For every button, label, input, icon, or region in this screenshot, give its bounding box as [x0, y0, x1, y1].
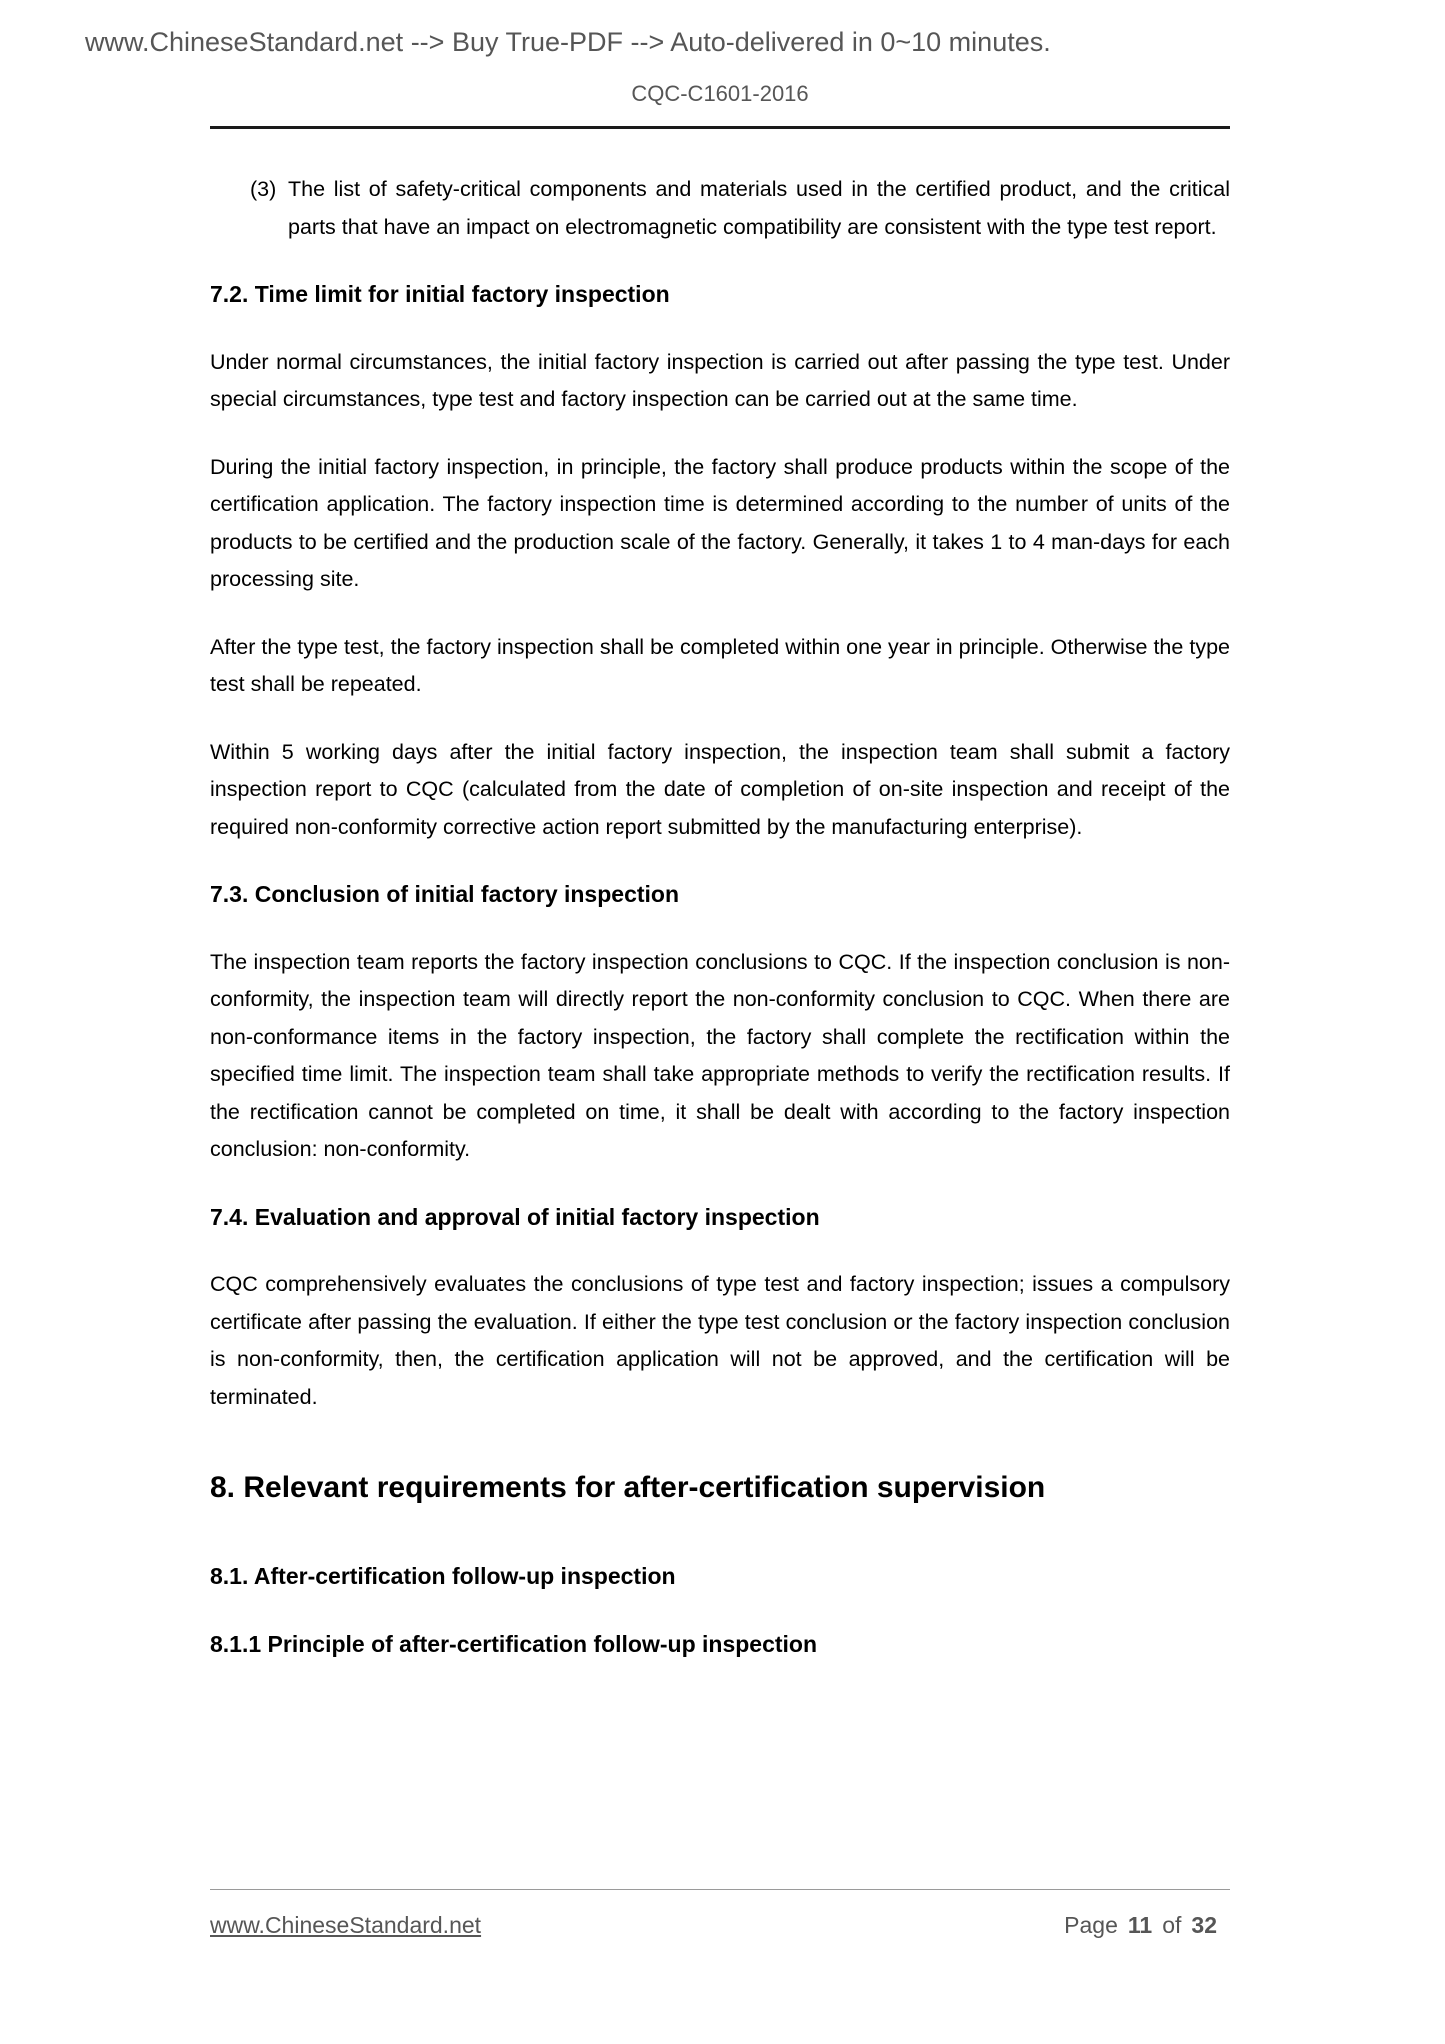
paragraph: The inspection team reports the factory inspection conclusions to CQC. If the inspection conclusion is non-conformity, the inspection team will directly report the non-conformity conclusion to CQC. When there are non-conformance items in the factory inspection, the factory shall complete the rectification within the specified time limit. The inspection team shall take appropriate methods to verify the rectification results. If the rectification cannot be completed on time, it shall be dealt with according to the factory inspection conclusion: non-conformity. — [210, 949, 1230, 1161]
footer-divider — [210, 1889, 1230, 1890]
paragraph: During the initial factory inspection, in principle, the factory shall produce products within the scope of the certification application. The factory inspection time is determined according to the number of units of the products to be certified and the production scale of the factory. Generally, it takes 1 to 4 man-days for each processing site. — [210, 454, 1230, 591]
page-label: Page — [1064, 1912, 1118, 1938]
list-item-text: The list of safety-critical components and materials used in the certified product, and the critical parts that have an impact on electromagnetic compatibility are consistent with the type test report. — [288, 177, 1230, 239]
page-total: 32 — [1191, 1912, 1217, 1938]
list-item — [210, 171, 1230, 246]
subsection-heading: 8.1.1 Principle of after-certification follow-up inspection — [210, 1630, 818, 1657]
paragraph: CQC comprehensively evaluates the conclusions of type test and factory inspection; issues a compulsory certificate after passing the evaluation. If either the type test conclusion or the factory inspection conclusion is non-conformity, then, the certification application will not be approved, and the certification will be terminated. — [210, 1272, 1230, 1409]
of-label: of — [1162, 1912, 1182, 1938]
list-marker: (3) — [250, 177, 277, 201]
section-heading: 8.1. After-certification follow-up inspection — [210, 1563, 676, 1589]
document-body — [210, 171, 1230, 1693]
purchase-banner: www.ChineseStandard.net --> Buy True-PDF --> Auto-delivered in 0~10 minutes. — [85, 27, 1051, 57]
paragraph: Under normal circumstances, the initial factory inspection is carried out after passing the type test. Under special circumstances, type test and factory inspection can be carried out at the same time. — [210, 349, 1230, 411]
footer-site-link[interactable]: www.ChineseStandard.net — [210, 1912, 482, 1938]
page-number: 11 — [1127, 1912, 1153, 1938]
footer-page-indicator — [1064, 1910, 1217, 1940]
document-code-header: CQC-C1601-2016 — [210, 80, 1230, 129]
section-heading: 7.2. Time limit for initial factory inspection — [210, 281, 670, 307]
paragraph: Within 5 working days after the initial factory inspection, the inspection team shall submit a factory inspection report to CQC (calculated from the date of completion of on-site inspection and receipt of the required non-conformity corrective action report submitted by the manufacturing enterprise). — [210, 739, 1230, 839]
section-heading: 7.4. Evaluation and approval of initial factory inspection — [210, 1203, 820, 1230]
section-heading: 7.3. Conclusion of initial factory inspection — [210, 881, 680, 907]
chapter-heading: 8. Relevant requirements for after-certification supervision — [210, 1471, 1046, 1504]
paragraph: After the type test, the factory inspection shall be completed within one year in principle. Otherwise the type test shall be repeated. — [210, 634, 1230, 696]
